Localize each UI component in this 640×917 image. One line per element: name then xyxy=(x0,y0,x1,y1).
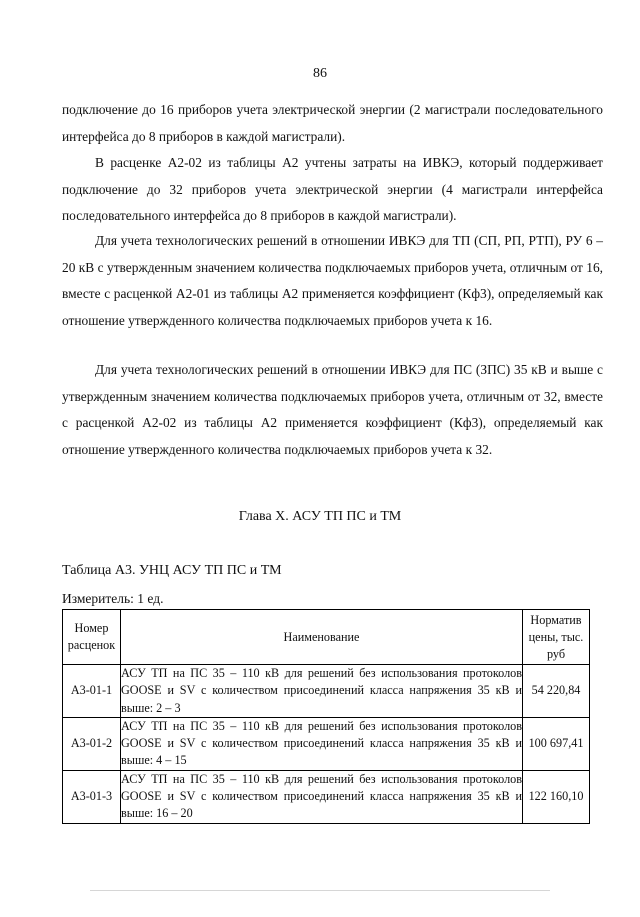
paragraph-continuation: подключение до 16 приборов учета электрической энергии (2 магистрали последовательного интерфейса до 8 приборов в каждой магистрали). xyxy=(62,102,603,144)
row-name: АСУ ТП на ПС 35 – 110 кВ для решений без использования протоколов GOOSE и SV с количеством присоединений класса напряжения 35 кВ и выше: 4 – 15 xyxy=(121,717,523,770)
header-code: Номер расценок xyxy=(63,610,121,665)
table-title: Таблица А3. УНЦ АСУ ТП ПС и ТМ xyxy=(62,563,282,578)
chapter-title: Глава X. АСУ ТП ПС и ТМ xyxy=(238,509,402,524)
paragraph-a2-02: В расценке А2-02 из таблицы А2 учтены затраты на ИВКЭ, который поддерживает подключение до 32 приборов учета электрической энергии (4 магистрали интерфейса последовательного интерфейса до 8 приборов в каждой магистрали). xyxy=(62,155,603,224)
table-row xyxy=(63,770,590,823)
page-number: 86 xyxy=(313,66,327,81)
row-price: 100 697,41 xyxy=(523,717,590,770)
paragraph-tp-coefficient: Для учета технологических решений в отношении ИВКЭ для ТП (СП, РП, РТП), РУ 6 – 20 кВ с утвержденным значением количества подключаемых приборов учета, отличным от 16, вместе с расценкой А2-01 из таблицы А2 применяется коэффициент (Кф3), определяемый как отношение утвержденного количества подключаемых приборов учета к 16. xyxy=(62,233,603,328)
row-code: А3-01-1 xyxy=(63,665,121,718)
header-price: Норматив цены, тыс. руб xyxy=(523,610,590,665)
table-header-row xyxy=(63,610,590,665)
row-code: А3-01-3 xyxy=(63,770,121,823)
row-price: 122 160,10 xyxy=(523,770,590,823)
row-price: 54 220,84 xyxy=(523,665,590,718)
unit-label: Измеритель: 1 ед. xyxy=(62,591,164,606)
pricing-table xyxy=(62,609,590,824)
row-name: АСУ ТП на ПС 35 – 110 кВ для решений без использования протоколов GOOSE и SV с количеством присоединений класса напряжения 35 кВ и выше: 2 – 3 xyxy=(121,665,523,718)
row-name: АСУ ТП на ПС 35 – 110 кВ для решений без использования протоколов GOOSE и SV с количеством присоединений класса напряжения 35 кВ и выше: 16 – 20 xyxy=(121,770,523,823)
table-row xyxy=(63,717,590,770)
row-code: А3-01-2 xyxy=(63,717,121,770)
paragraph-ps-coefficient: Для учета технологических решений в отношении ИВКЭ для ПС (ЗПС) 35 кВ и выше с утвержденным значением количества подключаемых приборов учета, отличным от 32, вместе с расценкой А2-02 из таблицы А2 применяется коэффициент (Кф3), определяемый как отношение утвержденного количества подключаемых приборов учета к 32. xyxy=(62,362,603,457)
header-name: Наименование xyxy=(121,610,523,665)
table-row xyxy=(63,665,590,718)
scan-edge-line xyxy=(90,890,550,891)
